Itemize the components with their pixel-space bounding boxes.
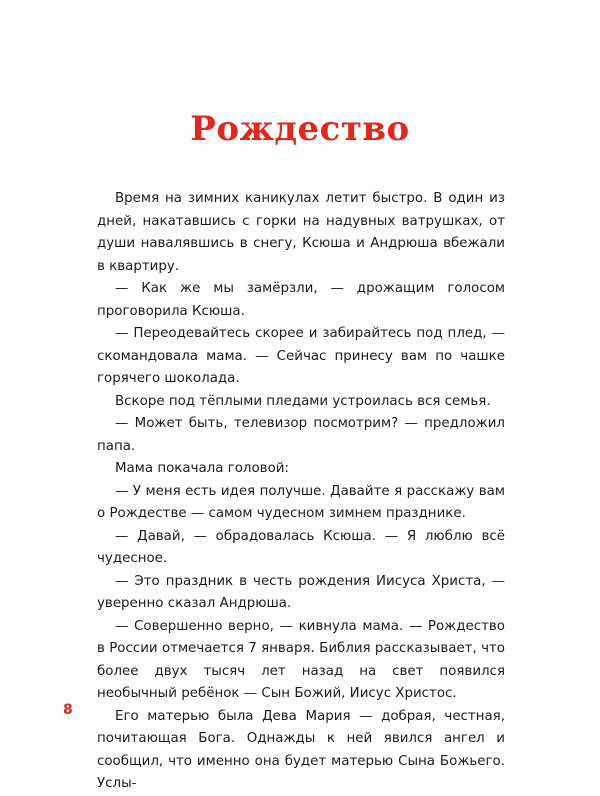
paragraph: Вскоре под тёплыми пледами устроилась вся семья. <box>115 393 491 409</box>
paragraph: — Переодевайтесь скорее и забирайтесь под плед, — скомандовала мама. — Сейчас принесу вам по чашке горячего шоколада. <box>97 326 505 386</box>
paragraph: Его матерью была Дева Мария — добрая, честная, почитающая Бога. Однажды к ней явился ангел и сообщил, что именно она будет матерью Сына Божьего. Услы- <box>97 708 505 791</box>
chapter-title: Рождество <box>190 109 410 149</box>
paragraph: — Давай, — обрадовалась Ксюша. — Я люблю всё чудесное. <box>97 528 505 566</box>
paragraph: — Совершенно верно, — кивнула мама. — Рождество в России отмечается 7 января. Библия рассказывает, что более двух тысяч лет назад на свет появился необычный ребёнок — Сын Божий, Иисус Христос. <box>97 618 505 701</box>
paragraph: — У меня есть идея получше. Давайте я расскажу вам о Рождестве — самом чудесном зимнем празднике. <box>97 483 505 521</box>
paragraph: — Как же мы замёрзли, — дрожащим голосом проговорила Ксюша. <box>97 281 505 319</box>
body-text <box>97 188 505 796</box>
paragraph: — Это праздник в честь рождения Иисуса Христа, — уверенно сказал Андрюша. <box>97 573 505 611</box>
paragraph: — Может быть, телевизор посмотрим? — предложил папа. <box>97 416 505 454</box>
paragraph: Время на зимних каникулах летит быстро. В один из дней, накатавшись с горки на надувных ватрушках, от души навалявшись в снегу, Ксюша и Андрюша вбежали в квартиру. <box>97 191 505 274</box>
page-number: 8 <box>63 702 73 718</box>
paragraph: Мама покачала головой: <box>115 461 289 476</box>
